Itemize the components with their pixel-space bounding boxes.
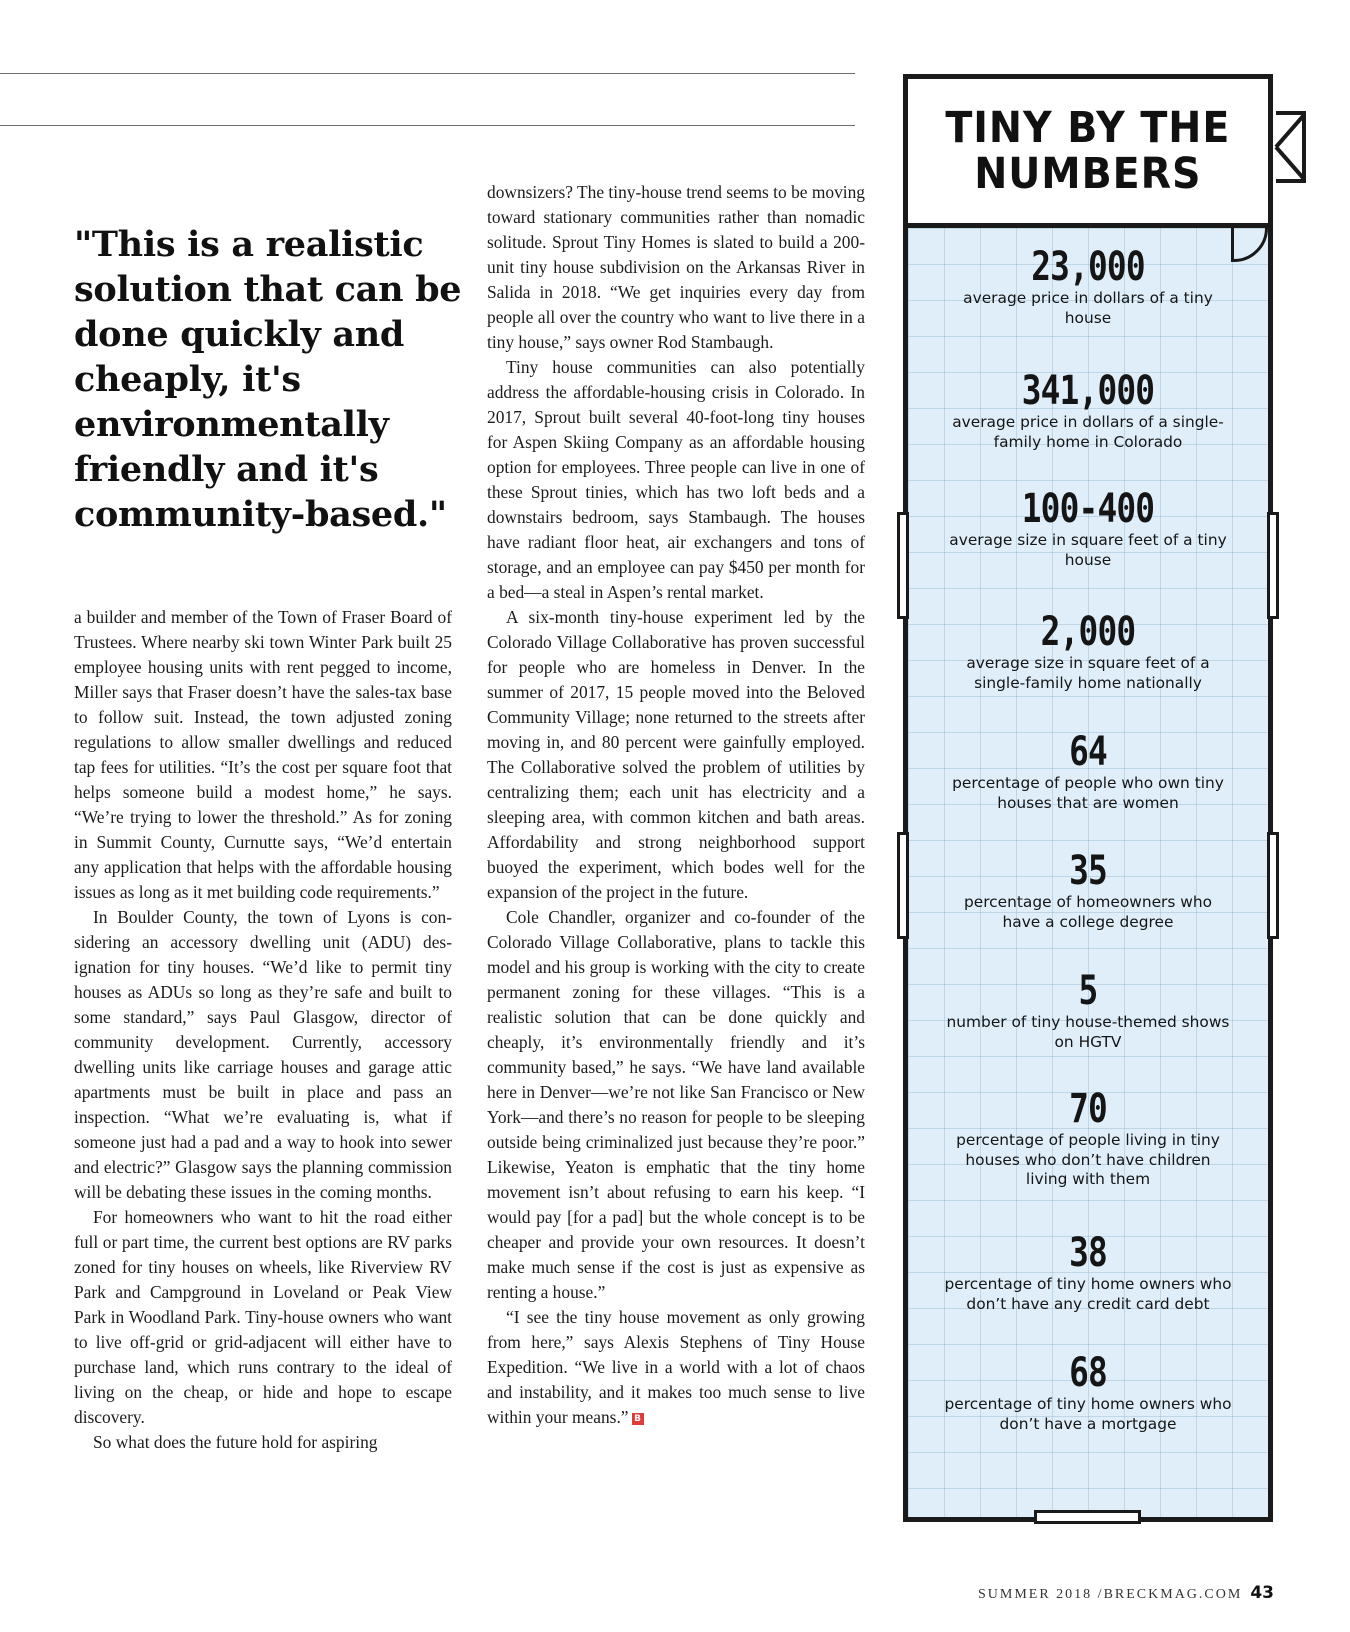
stat-item: [908, 849, 1268, 932]
body-column-left: [74, 605, 452, 1535]
sidebar-title: [946, 105, 1231, 197]
stat-label: average price in dollars of a tiny house: [963, 289, 1213, 327]
paragraph: [487, 1305, 865, 1430]
pull-quote: "This is a realistic solution that can be done quickly and cheaply, it's environmentally friendly and it's community-based.": [74, 224, 462, 535]
window-right-upper: [1267, 512, 1279, 619]
paragraph: Tiny house communities can also potentially address the affordable-housing crisis in Colorado. In 2017, Sprout built several 40-foot-long tiny houses for Aspen Skiing Company as an affordable housing option for employees. Three people can live in one of these Sprout tinies, which has two loft beds and a downstairs bedroom, says Stambaugh. The houses have radiant floor heat, air exchangers and tons of storage, and an employee can pay $450 per month for a bed—a steal in Aspen’s rental market.: [487, 357, 865, 602]
stat-label: percentage of people living in tiny houses who don’t have children living with them: [956, 1131, 1220, 1188]
paragraph: A six-month tiny-house experiment led by the Colorado Village Collaborative has proven successful for people who are homeless in Denver. In the summer of 2017, 15 people moved into the Beloved Community Village; none returned to the streets after moving in, and 80 percent were gainfully employed. The Collaborative solved the problem of utilities by centralizing them; each unit has electricity and a sleeping area, with common kitchen and bath areas. Affordability and strong neighborhood support buoyed the experiment, which bodes well for the expansion of the project in the future.: [487, 607, 865, 902]
stat-label: average size in square feet of a single-family home nationally: [966, 654, 1210, 692]
footer-text: SUMMER 2018 /BRECKMAG.COM: [978, 1587, 1243, 1602]
paragraph: Cole Chandler, organizer and co-founder of the Colorado Village Collaborative, plans to tackle this model and his group is working with the city to create permanent zoning for these villages. “This is a realistic solution that can be done quickly and cheaply, it’s environmentally friendly and it’s community based,” he says. “We have land available here in Denver—we’re not like San Francisco or New York—and there’s no reason for people to be sleeping outside being criminalized just because they’re poor.” Likewise, Yeaton is emphatic that the tiny home movement isn’t about refusing to earn his keep. “I would pay [for a pad] but the whole concept is to be cheaper and provide your own resources. It doesn’t make much sense if the cost is just as expensive as renting a house.”: [487, 907, 865, 1302]
stat-label: percentage of homeowners who have a college degree: [963, 893, 1213, 931]
stat-number: 23,000: [1031, 244, 1145, 290]
paragraph: In Boulder County, the town of Lyons is considering an accessory dwelling unit (ADU) designation for tiny houses. “We’d like to permit tiny houses as ADUs so long as they’re safe and built to some standard,” says Paul Glasgow, director of community development. Currently, accessory dwelling units like carriage houses and garage attic apartments must be built in place and pass an inspection. “What we’re evaluating is, what if someone just had a pad and a way to hook into sewer and electric?” Glasgow says the planning commission will be debating these issues in the coming months.: [74, 907, 452, 1202]
stat-item: [908, 369, 1268, 452]
stat-item: [908, 730, 1268, 813]
sidebar-title-line2: NUMBERS: [974, 149, 1202, 199]
stat-item: [908, 1351, 1268, 1434]
stat-label: number of tiny house-themed shows on HGTV: [946, 1013, 1230, 1051]
sidebar-header: [908, 79, 1268, 228]
paragraph-text: “I see the tiny house movement as only growing from here,” says Alexis Stephens of Tiny House Expedition. “We live in a world with a lot of chaos and instability, and it makes too much sense to live within your means.”: [487, 1307, 865, 1427]
stat-item: [908, 969, 1268, 1052]
stat-item: [908, 1231, 1268, 1314]
stat-label: percentage of tiny home owners who don’t have any credit card debt: [944, 1275, 1232, 1313]
body-column-middle: [487, 180, 865, 1530]
sidebar-title-line1: TINY BY THE: [945, 103, 1231, 153]
stat-number: 70: [1069, 1086, 1107, 1132]
stat-item: [908, 610, 1268, 693]
stat-label: average size in square feet of a tiny house: [949, 531, 1227, 569]
stat-label: percentage of people who own tiny houses that are women: [952, 774, 1224, 812]
window-right-lower: [1267, 832, 1279, 939]
stat-label: percentage of tiny home owners who don’t have a mortgage: [944, 1395, 1232, 1433]
stat-item: [908, 487, 1268, 570]
trailer-hitch-icon: [1274, 111, 1306, 183]
second-rule: [0, 125, 855, 126]
stat-number: 2,000: [1040, 609, 1136, 655]
stat-number: 38: [1069, 1230, 1107, 1276]
stat-item: [908, 245, 1268, 328]
tiny-by-the-numbers-sidebar: [903, 74, 1279, 1526]
paragraph: For homeowners who want to hit the road either full or part time, the current best options are RV parks zoned for tiny houses on wheels, like Riverview RV Park and Campground in Loveland or Peak View Park in Woodland Park. Tiny-house owners who want to live off-grid or grid-adjacent will either have to purchase land, which runs contrary to the ideal of living on the cheap, or hide and hope to escape discovery.: [74, 1207, 452, 1427]
stat-number: 341,000: [1021, 368, 1155, 414]
top-rule: [0, 73, 855, 74]
stat-item: [908, 1087, 1268, 1190]
page-footer: [978, 1583, 1274, 1603]
paragraph: a builder and member of the Town of Fraser Board of Trustees. Where nearby ski town Winter Park built 25 employee housing units with rent pegged to income, Miller says that Fraser doesn’t have the sales-tax base to follow suit. Instead, the town adjusted zoning regulations to allow smaller dwellings and reduced tap fees for utilities. “It’s the cost per square foot that helps someone build a modest home,” he says. “We’re trying to lower the threshold.” As for zoning in Summit County, Curnutte says, “We’d entertain any application that helps with the affordable housing issues as long as it met building code requirements.”: [74, 607, 452, 902]
stat-number: 35: [1069, 848, 1107, 894]
stat-number: 64: [1069, 729, 1107, 775]
stat-number: 5: [1078, 968, 1098, 1014]
stat-number: 68: [1069, 1350, 1107, 1396]
stat-label: average price in dollars of a single-family home in Colorado: [952, 413, 1224, 451]
end-mark-icon: B: [632, 1413, 644, 1425]
stat-number: 100-400: [1021, 486, 1155, 532]
page-number: 43: [1250, 1583, 1274, 1603]
paragraph: So what does the future hold for aspiring: [93, 1432, 378, 1452]
window-bottom: [1034, 1510, 1141, 1524]
paragraph: downsizers? The tiny-house trend seems to be moving toward stationary communities rather than nomadic solitude. Sprout Tiny Homes is slated to build a 200-unit tiny house subdivision on the Arkansas River in Salida in 2018. “We get inquiries every day from people all over the country who want to live there in a tiny house,” says owner Rod Stambaugh.: [487, 182, 865, 352]
